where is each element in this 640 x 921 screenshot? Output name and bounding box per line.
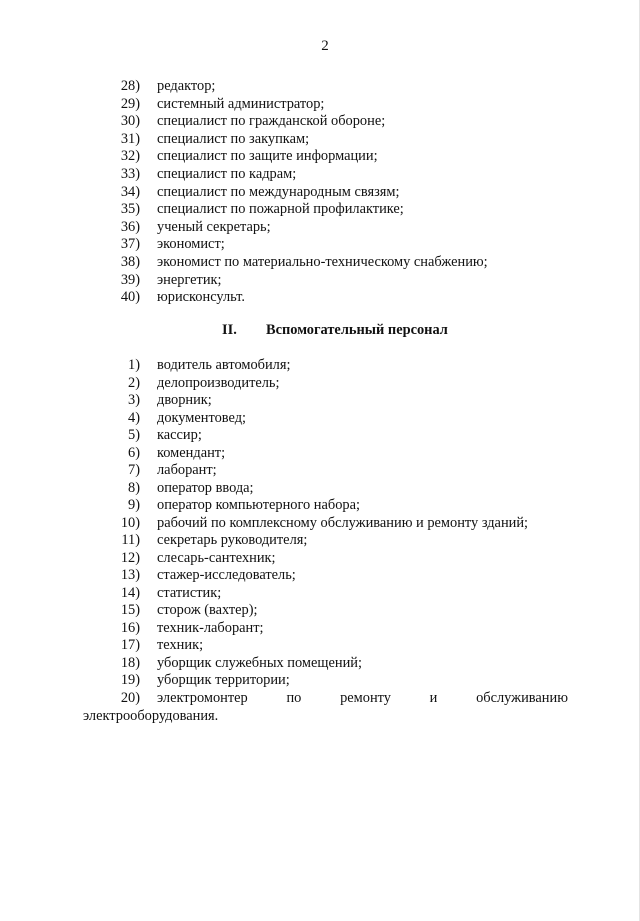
item-number: 16): [120, 619, 140, 636]
list-item: [0, 375, 640, 393]
item-number: 7): [128, 462, 140, 478]
item-number: 15): [120, 602, 140, 618]
item-text: специалист по международным связям;: [157, 183, 400, 200]
item-number: 20): [120, 690, 140, 706]
justified-line: [0, 690, 640, 708]
list-item: [0, 462, 640, 480]
section-number: II.: [222, 322, 237, 338]
item-text: экономист по материально-техническому снабжению;: [157, 253, 488, 270]
item-text: сторож (вахтер);: [157, 602, 258, 618]
item-text: техник-лаборант;: [157, 619, 264, 636]
list-item: [0, 113, 640, 131]
word: ремонту: [340, 690, 391, 706]
list-item: [0, 289, 640, 307]
list-item: [0, 480, 640, 498]
list-item: [0, 550, 640, 568]
support-staff-list: [0, 357, 640, 690]
item-number: 28): [120, 78, 140, 94]
item-text: специалист по пожарной профилактике;: [157, 201, 404, 218]
item-text: рабочий по комплексному обслуживанию и ремонту зданий;: [157, 514, 529, 531]
item-number: 4): [128, 409, 140, 426]
item-text: техник;: [157, 637, 204, 653]
item-text: оператор ввода;: [157, 479, 254, 496]
word: обслуживанию: [476, 690, 568, 706]
item-text: ученый секретарь;: [157, 218, 271, 235]
item-text: специалист по кадрам;: [157, 165, 297, 182]
list-item: [0, 148, 640, 166]
item-number: 31): [120, 130, 140, 147]
item-text: оператор компьютерного набора;: [157, 497, 360, 513]
list-item: [0, 357, 640, 375]
item-number: 13): [120, 567, 140, 583]
item-text: специалист по гражданской обороне;: [157, 113, 386, 130]
item-number: 34): [120, 183, 140, 200]
list-item: [0, 637, 640, 655]
item-text: лаборант;: [157, 462, 217, 478]
item-number: 32): [120, 148, 140, 165]
item-number: 5): [128, 427, 140, 443]
item-text: специалист по защите информации;: [157, 148, 378, 165]
item-text: делопроизводитель;: [157, 374, 280, 391]
list-item: [0, 567, 640, 585]
item-number: 33): [120, 165, 140, 182]
list-item: [0, 620, 640, 638]
item-text: дворник;: [157, 392, 212, 408]
item-text: секретарь руководителя;: [157, 532, 308, 548]
list-item: [0, 131, 640, 149]
item-number: 40): [120, 289, 140, 306]
item-number: 17): [120, 637, 140, 653]
item-number: 12): [120, 549, 140, 566]
word: и: [429, 690, 438, 706]
list-item: [0, 184, 640, 202]
item-number: 29): [120, 95, 140, 112]
item-text: редактор;: [157, 78, 216, 94]
word: электромонтер: [157, 690, 248, 706]
item-number: 19): [120, 672, 140, 688]
list-item: [0, 392, 640, 410]
item-number: 30): [120, 113, 140, 130]
item-text: слесарь-сантехник;: [157, 549, 276, 566]
list-item-justified: [0, 690, 640, 724]
list-item: [0, 515, 640, 533]
item-number: 9): [128, 497, 140, 513]
item-text: юрисконсульт.: [157, 289, 245, 306]
item-text: комендант;: [157, 444, 226, 461]
item-number: 3): [128, 392, 140, 408]
item-text: стажер-исследователь;: [157, 567, 296, 583]
item-number: 37): [120, 236, 140, 253]
list-item: [0, 78, 640, 96]
list-item: [0, 219, 640, 237]
item-number: 11): [121, 532, 140, 548]
item-text-justified: [157, 690, 568, 708]
item-number: 18): [120, 654, 140, 671]
list-item: [0, 166, 640, 184]
item-text: документовед;: [157, 409, 247, 426]
item-number: 35): [120, 201, 140, 218]
list-item: [0, 427, 640, 445]
list-item: [0, 585, 640, 603]
list-item: [0, 410, 640, 428]
list-item: [0, 445, 640, 463]
list-item: [0, 236, 640, 254]
item-text: кассир;: [157, 427, 202, 443]
list-item: [0, 96, 640, 114]
list-item: [0, 532, 640, 550]
word: по: [286, 690, 302, 706]
item-text-continuation: электрооборудования.: [83, 707, 219, 724]
item-text: уборщик служебных помещений;: [157, 654, 362, 671]
list-item: [0, 497, 640, 515]
item-text: статистик;: [157, 584, 222, 601]
section-title: Вспомогательный персонал: [266, 322, 448, 338]
item-number: 6): [128, 444, 140, 461]
item-number: 10): [120, 514, 140, 531]
list-item: [0, 672, 640, 690]
item-number: 38): [120, 253, 140, 270]
item-number: 1): [128, 357, 140, 373]
item-number: 36): [120, 218, 140, 235]
list-item: [0, 655, 640, 673]
list-item: [0, 272, 640, 290]
item-number: 39): [120, 271, 140, 288]
item-text: водитель автомобиля;: [157, 357, 291, 373]
list-item: [0, 254, 640, 272]
item-text: специалист по закупкам;: [157, 130, 310, 147]
section-heading: [0, 322, 640, 342]
item-number: 2): [128, 374, 140, 391]
item-number: 8): [128, 479, 140, 496]
item-text: экономист;: [157, 236, 225, 253]
item-number: 14): [120, 584, 140, 601]
list-item: [0, 602, 640, 620]
list-item: [0, 201, 640, 219]
item-text: энергетик;: [157, 271, 222, 288]
item-text: системный администратор;: [157, 95, 325, 112]
page-number: 2: [321, 38, 329, 54]
item-text: уборщик территории;: [157, 672, 290, 688]
position-list-continued: [0, 78, 640, 307]
